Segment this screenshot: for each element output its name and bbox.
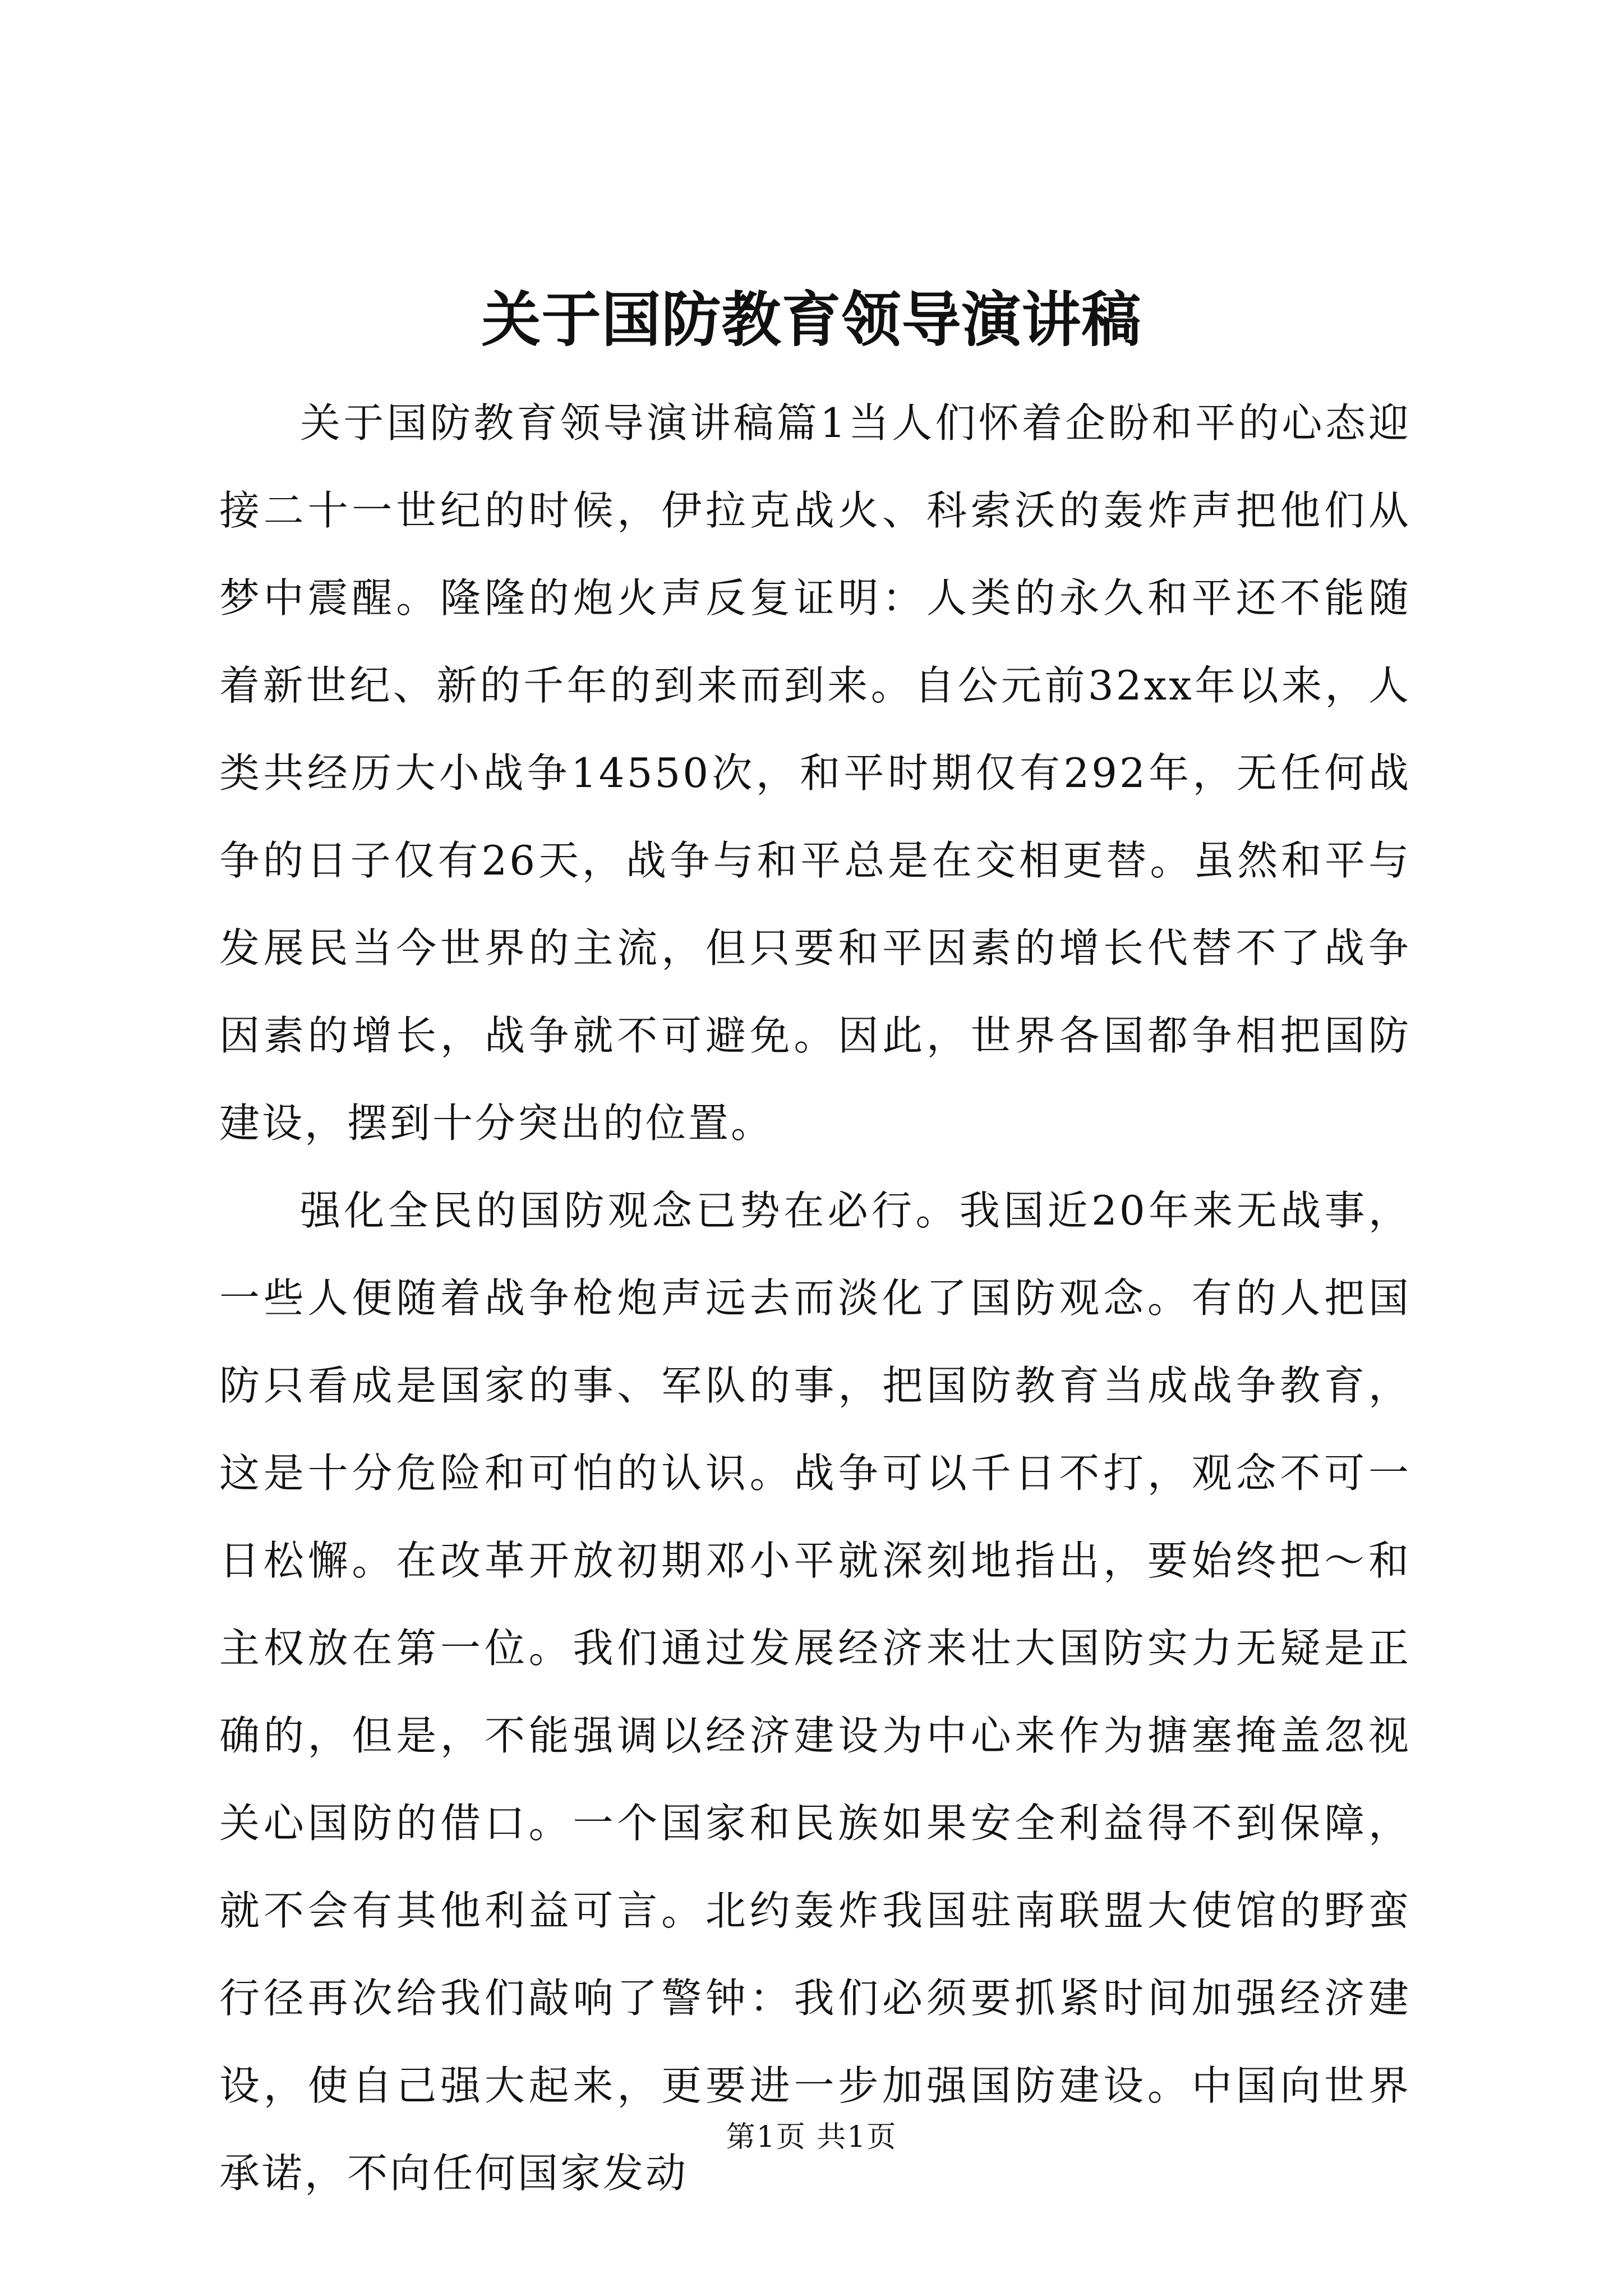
body-paragraph-1: 关于国防教育领导演讲稿篇1当人们怀着企盼和平的心态迎接二十一世纪的时候，伊拉克战火、科索沃的轰炸声把他们从梦中震醒。隆隆的炮火声反复证明：人类的永久和平还不能随着新世纪、新的千年的到来而到来。自公元前32xx年以来，人类共经历大小战争14550次，和平时期仅有292年，无任何战争的日子仅有26天，战争与和平总是在交相更替。虽然和平与发展民当今世界的主流，但只要和平因素的增长代替不了战争因素的增长，战争就不可避免。因此，世界各国都争相把国防建设，摆到十分突出的位置。 xyxy=(219,399,1411,1147)
body-paragraph-2: 强化全民的国防观念已势在必行。我国近20年来无战事，一些人便随着战争枪炮声远去而淡化了国防观念。有的人把国防只看成是国家的事、军队的事，把国防教育当成战争教育，这是十分危险和可怕的认识。战争可以千日不打，观念不可一日松懈。在改革开放初期邓小平就深刻地指出，要始终把～和主权放在第一位。我们通过发展经济来壮大国防实力无疑是正确的，但是，不能强调以经济建设为中心来作为搪塞掩盖忽视关心国防的借口。一个国家和民族如果安全利益得不到保障，就不会有其他利益可言。北约轰炸我国驻南联盟大使馆的野蛮行径再次给我们敲响了警钟：我们必须要抓紧时间加强经济建设，使自己强大起来，更要进一步加强国防建设。中国向世界承诺，不向任何国家发动 xyxy=(219,1187,1411,2197)
document-title: 关于国防教育领导演讲稿 xyxy=(481,284,1142,355)
document-body xyxy=(219,379,1411,2217)
page-number-footer: 第1页 共1页 xyxy=(726,2120,897,2154)
